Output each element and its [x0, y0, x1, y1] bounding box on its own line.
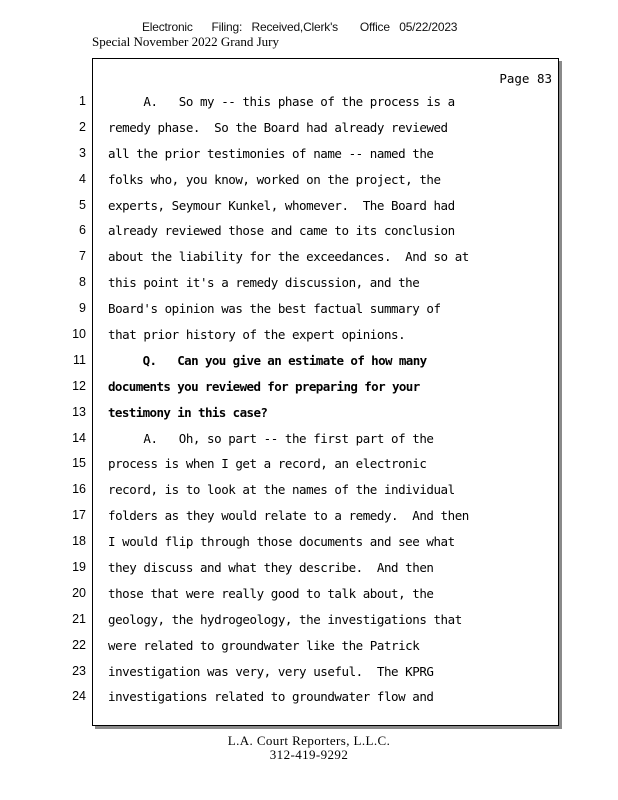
- line-number: 11: [73, 352, 86, 367]
- line-number: 5: [79, 197, 86, 212]
- transcript-line: folks who, you know, worked on the project, the: [108, 171, 441, 187]
- transcript-line: those that were really good to talk about, the: [108, 585, 434, 601]
- transcript-line: record, is to look at the names of the individual: [108, 482, 455, 498]
- line-number: 6: [79, 223, 86, 238]
- line-number: 10: [72, 327, 86, 342]
- transcript-line: folders as they would relate to a remedy. And then: [108, 508, 469, 524]
- line-number: 13: [72, 404, 86, 419]
- transcript-text: [108, 89, 554, 710]
- transcript-line: they discuss and what they describe. And then: [108, 560, 434, 576]
- transcript-line: investigation was very, very useful. The KPRG: [108, 663, 434, 679]
- line-number: 8: [79, 275, 86, 290]
- transcript-line: that prior history of the expert opinions.: [108, 327, 406, 343]
- court-reporter-phone: 312-419-9292: [269, 747, 349, 762]
- line-number: 18: [72, 534, 86, 549]
- line-number: 16: [72, 482, 86, 497]
- transcript-line: about the liability for the exceedances. And so at: [108, 249, 469, 265]
- transcript-line: process is when I get a record, an electronic: [108, 456, 427, 472]
- line-number: 15: [72, 456, 86, 471]
- line-number: 17: [72, 508, 86, 523]
- transcript-line: A. So my -- this phase of the process is a: [108, 94, 455, 109]
- transcript-line: experts, Seymour Kunkel, whomever. The Board had: [108, 197, 455, 213]
- transcript-line: geology, the hydrogeology, the investigations that: [108, 611, 462, 627]
- transcript-line: this point it's a remedy discussion, and the: [108, 275, 420, 291]
- question-line: testimony in this case?: [108, 404, 268, 420]
- transcript-line: I would flip through those documents and see what: [108, 534, 455, 550]
- line-number: 21: [72, 611, 86, 626]
- line-number-column: [60, 89, 90, 710]
- line-number: 14: [72, 430, 86, 445]
- line-number: 12: [72, 378, 86, 393]
- line-number: 1: [79, 94, 86, 108]
- line-number: 23: [72, 663, 86, 678]
- transcript-line: A. Oh, so part -- the first part of the: [108, 430, 434, 446]
- line-number: 22: [72, 637, 86, 652]
- filing-stamp: Electronic Filing: Received,Clerk's Office 05/22/2023: [142, 20, 458, 34]
- court-reporter-name: L.A. Court Reporters, L.L.C.: [227, 733, 391, 748]
- line-number: 20: [72, 585, 86, 600]
- line-number: 4: [79, 171, 86, 186]
- line-number: 7: [79, 249, 86, 264]
- page-number: Page 83: [499, 71, 552, 86]
- line-number: 19: [72, 560, 86, 575]
- line-number: 2: [79, 119, 86, 134]
- line-number: 24: [72, 689, 86, 704]
- line-number: 9: [79, 301, 86, 316]
- question-line: Q. Can you give an estimate of how many: [108, 352, 427, 368]
- transcript-line: investigations related to groundwater flow and: [108, 689, 434, 705]
- proceeding-header: Special November 2022 Grand Jury: [92, 34, 280, 49]
- transcript-line: Board's opinion was the best factual summary of: [108, 301, 441, 317]
- transcript-line: all the prior testimonies of name -- named the: [108, 145, 434, 161]
- reporter-footer: [0, 734, 618, 762]
- question-line: documents you reviewed for preparing for your: [108, 378, 420, 394]
- transcript-line: were related to groundwater like the Patrick: [108, 637, 420, 653]
- transcript-line: remedy phase. So the Board had already reviewed: [108, 119, 448, 135]
- line-number: 3: [79, 145, 86, 160]
- transcript-line: already reviewed those and came to its conclusion: [108, 223, 455, 239]
